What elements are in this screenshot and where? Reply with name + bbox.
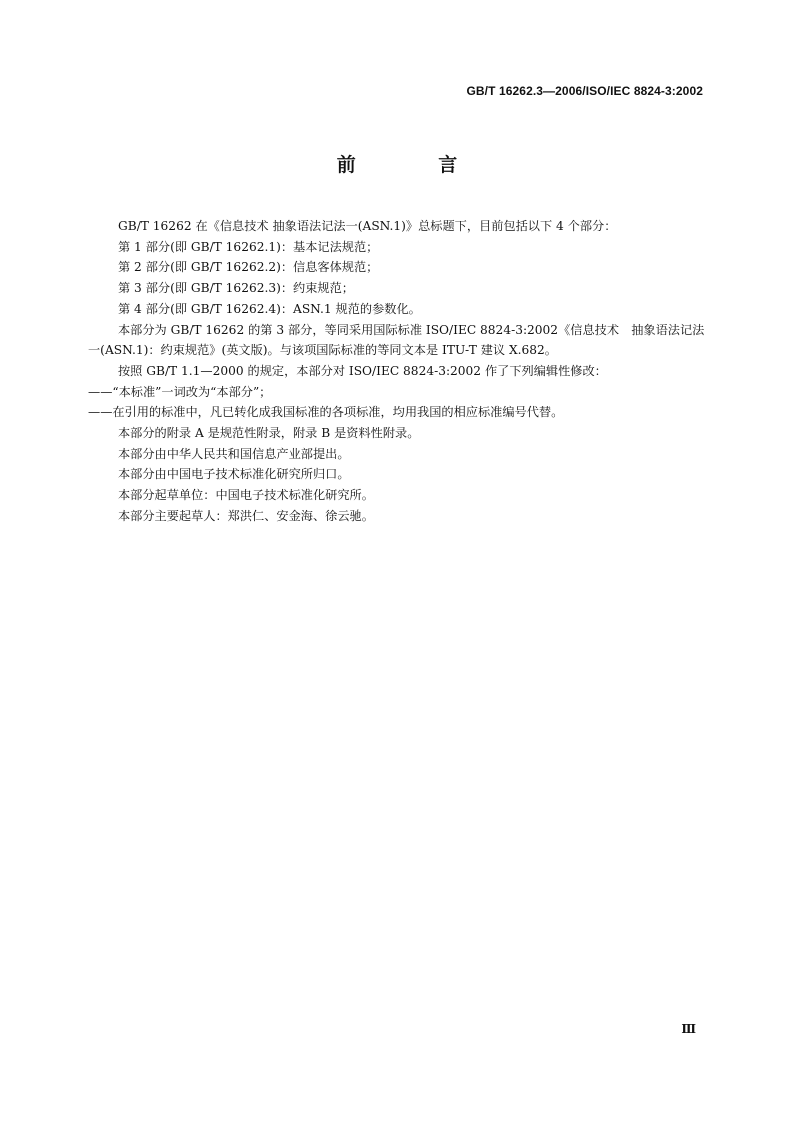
- list-item-change-1: ——“本标准”一词改为“本部分”；: [88, 384, 272, 399]
- paragraph-adoption: 本部分为 GB/T 16262 的第 3 部分，等同采用国际标准 ISO/IEC 8824-3:2002《信息技术 抽象语法记法一(ASN.1)：约束规范》(英文版)。与该项国际标准的等同文本是 ITU-T 建议 X.682。: [88, 322, 705, 358]
- paragraph-drafters: 本部分主要起草人：郑洪仁、安金海、徐云驰。: [118, 508, 374, 523]
- page-number: Ⅲ: [681, 1022, 696, 1036]
- paragraph-drafting-unit: 本部分起草单位：中国电子技术标准化研究所。: [118, 488, 374, 503]
- paragraph-part-2: 第 2 部分(即 GB/T 16262.2)：信息客体规范；: [118, 260, 379, 275]
- paragraph-part-4: 第 4 部分(即 GB/T 16262.4)：ASN.1 规范的参数化。: [118, 301, 421, 316]
- paragraph-editorial-changes: 按照 GB/T 1.1—2000 的规定，本部分对 ISO/IEC 8824-3:2002 作了下列编辑性修改：: [118, 363, 607, 378]
- paragraph-annexes: 本部分的附录 A 是规范性附录，附录 B 是资料性附录。: [118, 426, 420, 441]
- paragraph-proposed-by: 本部分由中华人民共和国信息产业部提出。: [118, 446, 350, 461]
- paragraph-responsible-unit: 本部分由中国电子技术标准化研究所归口。: [118, 467, 350, 482]
- list-item-change-2: ——在引用的标准中，凡已转化成我国标准的各项标准，均用我国的相应标准编号代替。: [88, 405, 564, 420]
- paragraph-part-3: 第 3 部分(即 GB/T 16262.3)：约束规范；: [118, 281, 354, 296]
- paragraph-intro: GB/T 16262 在《信息技术 抽象语法记法一(ASN.1)》总标题下，目前包括以下 4 个部分：: [118, 219, 617, 233]
- foreword-body: [88, 216, 706, 527]
- standard-number-header: GB/T 16262.3—2006/ISO/IEC 8824-3:2002: [466, 84, 703, 98]
- paragraph-part-1: 第 1 部分(即 GB/T 16262.1)：基本记法规范；: [118, 239, 379, 254]
- page-title: 前 言: [336, 154, 496, 176]
